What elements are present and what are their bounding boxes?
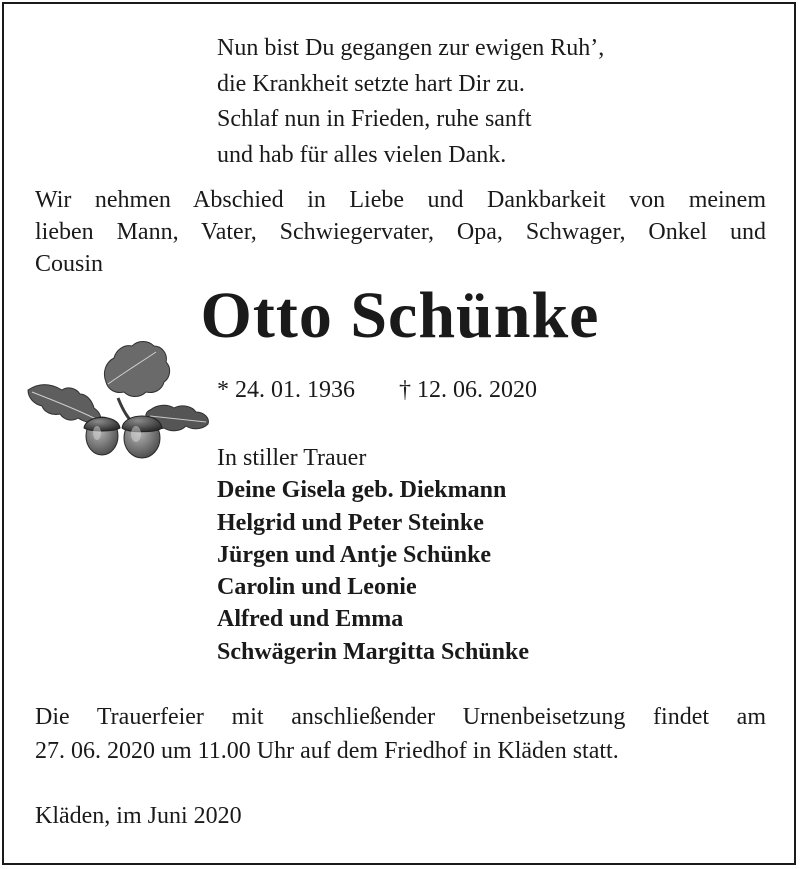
- ceremony-line: 27. 06. 2020 um 11.00 Uhr auf dem Friedhof in Kläden statt.: [35, 737, 619, 764]
- death-date: † 12. 06. 2020: [399, 377, 537, 403]
- mourner-name: Deine Gisela geb. Diekmann: [217, 477, 507, 504]
- mourner-name: Alfred und Emma: [217, 606, 404, 633]
- intro-line: Cousin: [35, 251, 104, 277]
- birth-date: * 24. 01. 1936: [217, 377, 355, 403]
- intro-line: lieben Mann, Vater, Schwiegervater, Opa, Schwager, Onkel und: [35, 219, 766, 245]
- poem-line: die Krankheit setzte hart Dir zu.: [217, 70, 525, 97]
- ceremony-line: Die Trauerfeier mit anschließender Urnenbeisetzung findet am: [35, 704, 766, 730]
- mourner-name: Schwägerin Margitta Schünke: [217, 638, 529, 665]
- intro-line: Wir nehmen Abschied in Liebe und Dankbarkeit von meinem: [35, 187, 766, 213]
- mourners-list: [217, 442, 529, 668]
- oak-leaves-acorns-icon: [22, 338, 216, 460]
- life-dates: [217, 374, 537, 406]
- mourner-name: Helgrid und Peter Steinke: [217, 509, 484, 536]
- poem-line: und hab für alles vielen Dank.: [217, 141, 507, 168]
- place-and-date: Kläden, im Juni 2020: [35, 803, 242, 829]
- mourner-name: Carolin und Leonie: [217, 574, 417, 601]
- deceased-name: Otto Schünke: [200, 279, 600, 352]
- mourner-name: Jürgen und Antje Schünke: [217, 541, 492, 568]
- memorial-poem: [217, 31, 604, 173]
- mourners-heading: In stiller Trauer: [217, 445, 367, 471]
- farewell-intro: [35, 184, 766, 280]
- poem-line: Schlaf nun in Frieden, ruhe sanft: [217, 106, 532, 132]
- poem-line: Nun bist Du gegangen zur ewigen Ruh’,: [217, 35, 605, 61]
- ceremony-info: [35, 701, 766, 768]
